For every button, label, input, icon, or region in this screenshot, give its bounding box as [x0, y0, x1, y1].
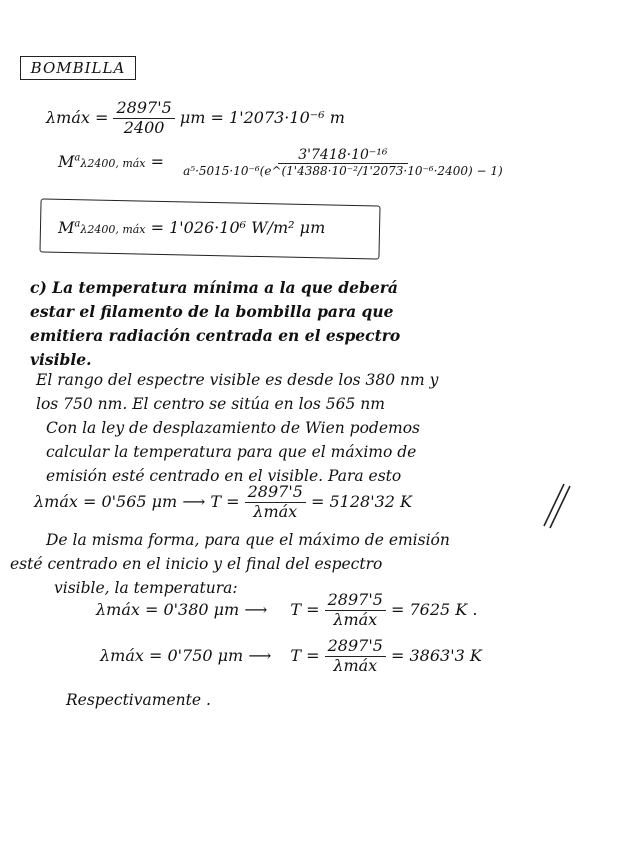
title-box — [20, 56, 136, 80]
eq2-lhs-sup: a — [74, 152, 81, 164]
paragraph-line: calcular la temperatura para que el máximo de — [46, 443, 417, 461]
eq3-rhs: = 5128'32 K — [310, 491, 412, 511]
paragraph-line: los 750 nm. El centro se sitúa en los 565 nm — [36, 395, 385, 413]
eq2-lhs-sub: λ2400, máx — [80, 157, 146, 171]
paragraph-extremes — [10, 528, 450, 600]
equation-planck — [58, 148, 503, 177]
paragraph-line: De la misma forma, para que el máximo de emisión — [46, 531, 450, 549]
eq3-fraction — [245, 484, 306, 521]
eq3-denominator: λmáx — [253, 501, 298, 521]
eq1-rhs: μm = 1'2073·10⁻⁶ m — [179, 107, 345, 127]
eq4-t: T = — [290, 599, 320, 619]
eq4-rhs: = 7625 K . — [391, 599, 478, 619]
result-lhs-sub: λ2400, máx — [80, 223, 146, 236]
eq5-denominator: λmáx — [333, 655, 378, 675]
eq4-fraction — [325, 592, 386, 629]
equation-center — [34, 484, 412, 521]
eq5-fraction — [325, 638, 386, 675]
eq1-lhs: λmáx = — [46, 107, 109, 127]
paragraph-wien — [36, 368, 438, 488]
eq5-rhs: = 3863'3 K — [391, 645, 482, 665]
eq2-equals: = — [150, 152, 165, 172]
section-c-line: c) La temperatura mínima a la que deberá — [30, 278, 398, 297]
eq3-lhs: λmáx = 0'565 μm ⟶ T = — [34, 491, 240, 511]
double-slash-mark — [536, 482, 576, 532]
eq4-lhs: λmáx = 0'380 μm ⟶ — [96, 599, 268, 619]
paragraph-line: emisión esté centrado en el visible. Para esto — [46, 467, 402, 485]
paragraph-line: visible, la temperatura: — [54, 579, 238, 597]
eq2-denominator: a⁵·5015·10⁻⁶(e^(1'4388·10⁻²/1'2073·10⁻⁶·2400) − 1) — [183, 163, 503, 178]
section-c-line: estar el filamento de la bombilla para que — [30, 302, 394, 321]
eq5-lhs: λmáx = 0'750 μm ⟶ — [100, 645, 272, 665]
result-lhs: M — [58, 218, 75, 237]
paragraph-line: El rango del espectre visible es desde los 380 nm y — [36, 371, 439, 389]
eq5-numerator: 2897'5 — [325, 638, 386, 657]
equation-380 — [96, 592, 477, 629]
eq4-denominator: λmáx — [333, 609, 378, 629]
eq2-fraction — [183, 148, 503, 177]
eq2-lhs: $M^a\lambda 2400$, máx — [58, 152, 146, 172]
section-c-line: visible. — [30, 350, 92, 369]
paragraph-line: Con la ley de desplazamiento de Wien podemos — [46, 419, 420, 437]
paragraph-line: esté centrado en el inicio y el final del espectro — [10, 555, 383, 573]
equation-lambda-max — [46, 100, 345, 137]
eq1-numerator: 2897'5 — [113, 100, 174, 119]
section-c-line: emitiera radiación centrada en el espectro — [30, 326, 401, 345]
title-text: BOMBILLA — [30, 59, 126, 77]
eq1-denominator: 2400 — [123, 117, 165, 137]
eq5-t: T = — [290, 645, 320, 665]
result-expression — [58, 218, 325, 237]
result-value: = 1'026·10⁶ W/m² μm — [150, 218, 326, 237]
eq4-numerator: 2897'5 — [325, 592, 386, 611]
eq2-numerator: 3'7418·10⁻¹⁶ — [278, 148, 407, 164]
section-c-question — [30, 276, 400, 372]
eq1-fraction — [113, 100, 174, 137]
closing-word: Respectivamente . — [66, 691, 211, 709]
eq3-numerator: 2897'5 — [245, 484, 306, 503]
result-lhs-sup: a — [74, 218, 81, 230]
equation-750 — [100, 638, 482, 675]
